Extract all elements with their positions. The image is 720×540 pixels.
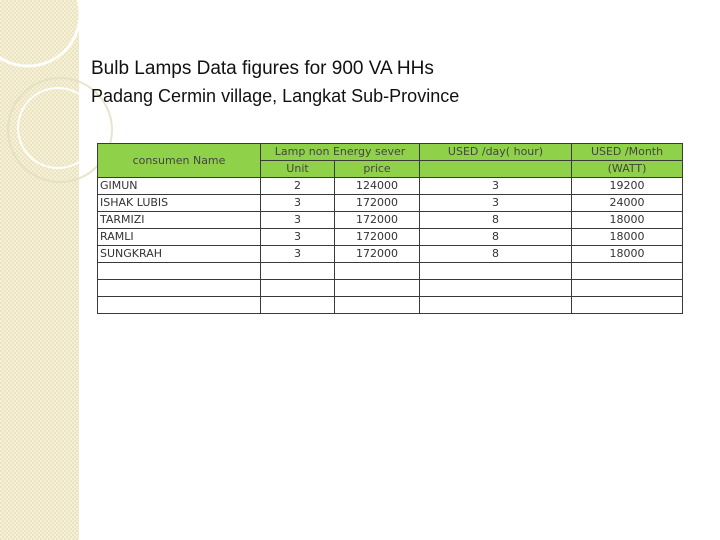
empty-table-row — [98, 263, 683, 280]
cell-hours: 8 — [420, 246, 572, 263]
table-row — [98, 246, 683, 263]
cell-price: 172000 — [335, 229, 420, 246]
empty-table-row — [98, 280, 683, 297]
cell-unit: 3 — [261, 212, 335, 229]
header-used-day: USED /day( hour) — [420, 144, 572, 161]
cell-price: 124000 — [335, 178, 420, 195]
slide-title: Bulb Lamps Data figures for 900 VA HHs — [91, 58, 434, 79]
table-row — [98, 178, 683, 195]
cell-unit: 3 — [261, 229, 335, 246]
lamp-data-table — [97, 143, 683, 314]
header-used-month: USED /Month — [572, 144, 683, 161]
slide-side-band — [0, 0, 79, 540]
empty-table-row — [98, 297, 683, 314]
cell-watt: 18000 — [572, 212, 683, 229]
cell-hours: 3 — [420, 178, 572, 195]
header-consumer-name: consumen Name — [98, 144, 261, 178]
header-used-day-blank — [420, 161, 572, 178]
cell-name: RAMLI — [98, 229, 261, 246]
cell-hours: 8 — [420, 229, 572, 246]
cell-price: 172000 — [335, 212, 420, 229]
slide-subtitle: Padang Cermin village, Langkat Sub-Province — [91, 86, 460, 106]
cell-unit: 2 — [261, 178, 335, 195]
cell-hours: 3 — [420, 195, 572, 212]
cell-unit: 3 — [261, 195, 335, 212]
cell-name: GIMUN — [98, 178, 261, 195]
table-row — [98, 195, 683, 212]
cell-name: SUNGKRAH — [98, 246, 261, 263]
cell-watt: 18000 — [572, 229, 683, 246]
cell-price: 172000 — [335, 246, 420, 263]
header-lamp-group: Lamp non Energy sever — [261, 144, 420, 161]
cell-name: ISHAK LUBIS — [98, 195, 261, 212]
header-watt: (WATT) — [572, 161, 683, 178]
cell-watt: 18000 — [572, 246, 683, 263]
cell-watt: 24000 — [572, 195, 683, 212]
header-price: price — [335, 161, 420, 178]
table-row — [98, 229, 683, 246]
cell-price: 172000 — [335, 195, 420, 212]
header-unit: Unit — [261, 161, 335, 178]
cell-hours: 8 — [420, 212, 572, 229]
cell-name: TARMIZI — [98, 212, 261, 229]
cell-unit: 3 — [261, 246, 335, 263]
cell-watt: 19200 — [572, 178, 683, 195]
table-row — [98, 212, 683, 229]
